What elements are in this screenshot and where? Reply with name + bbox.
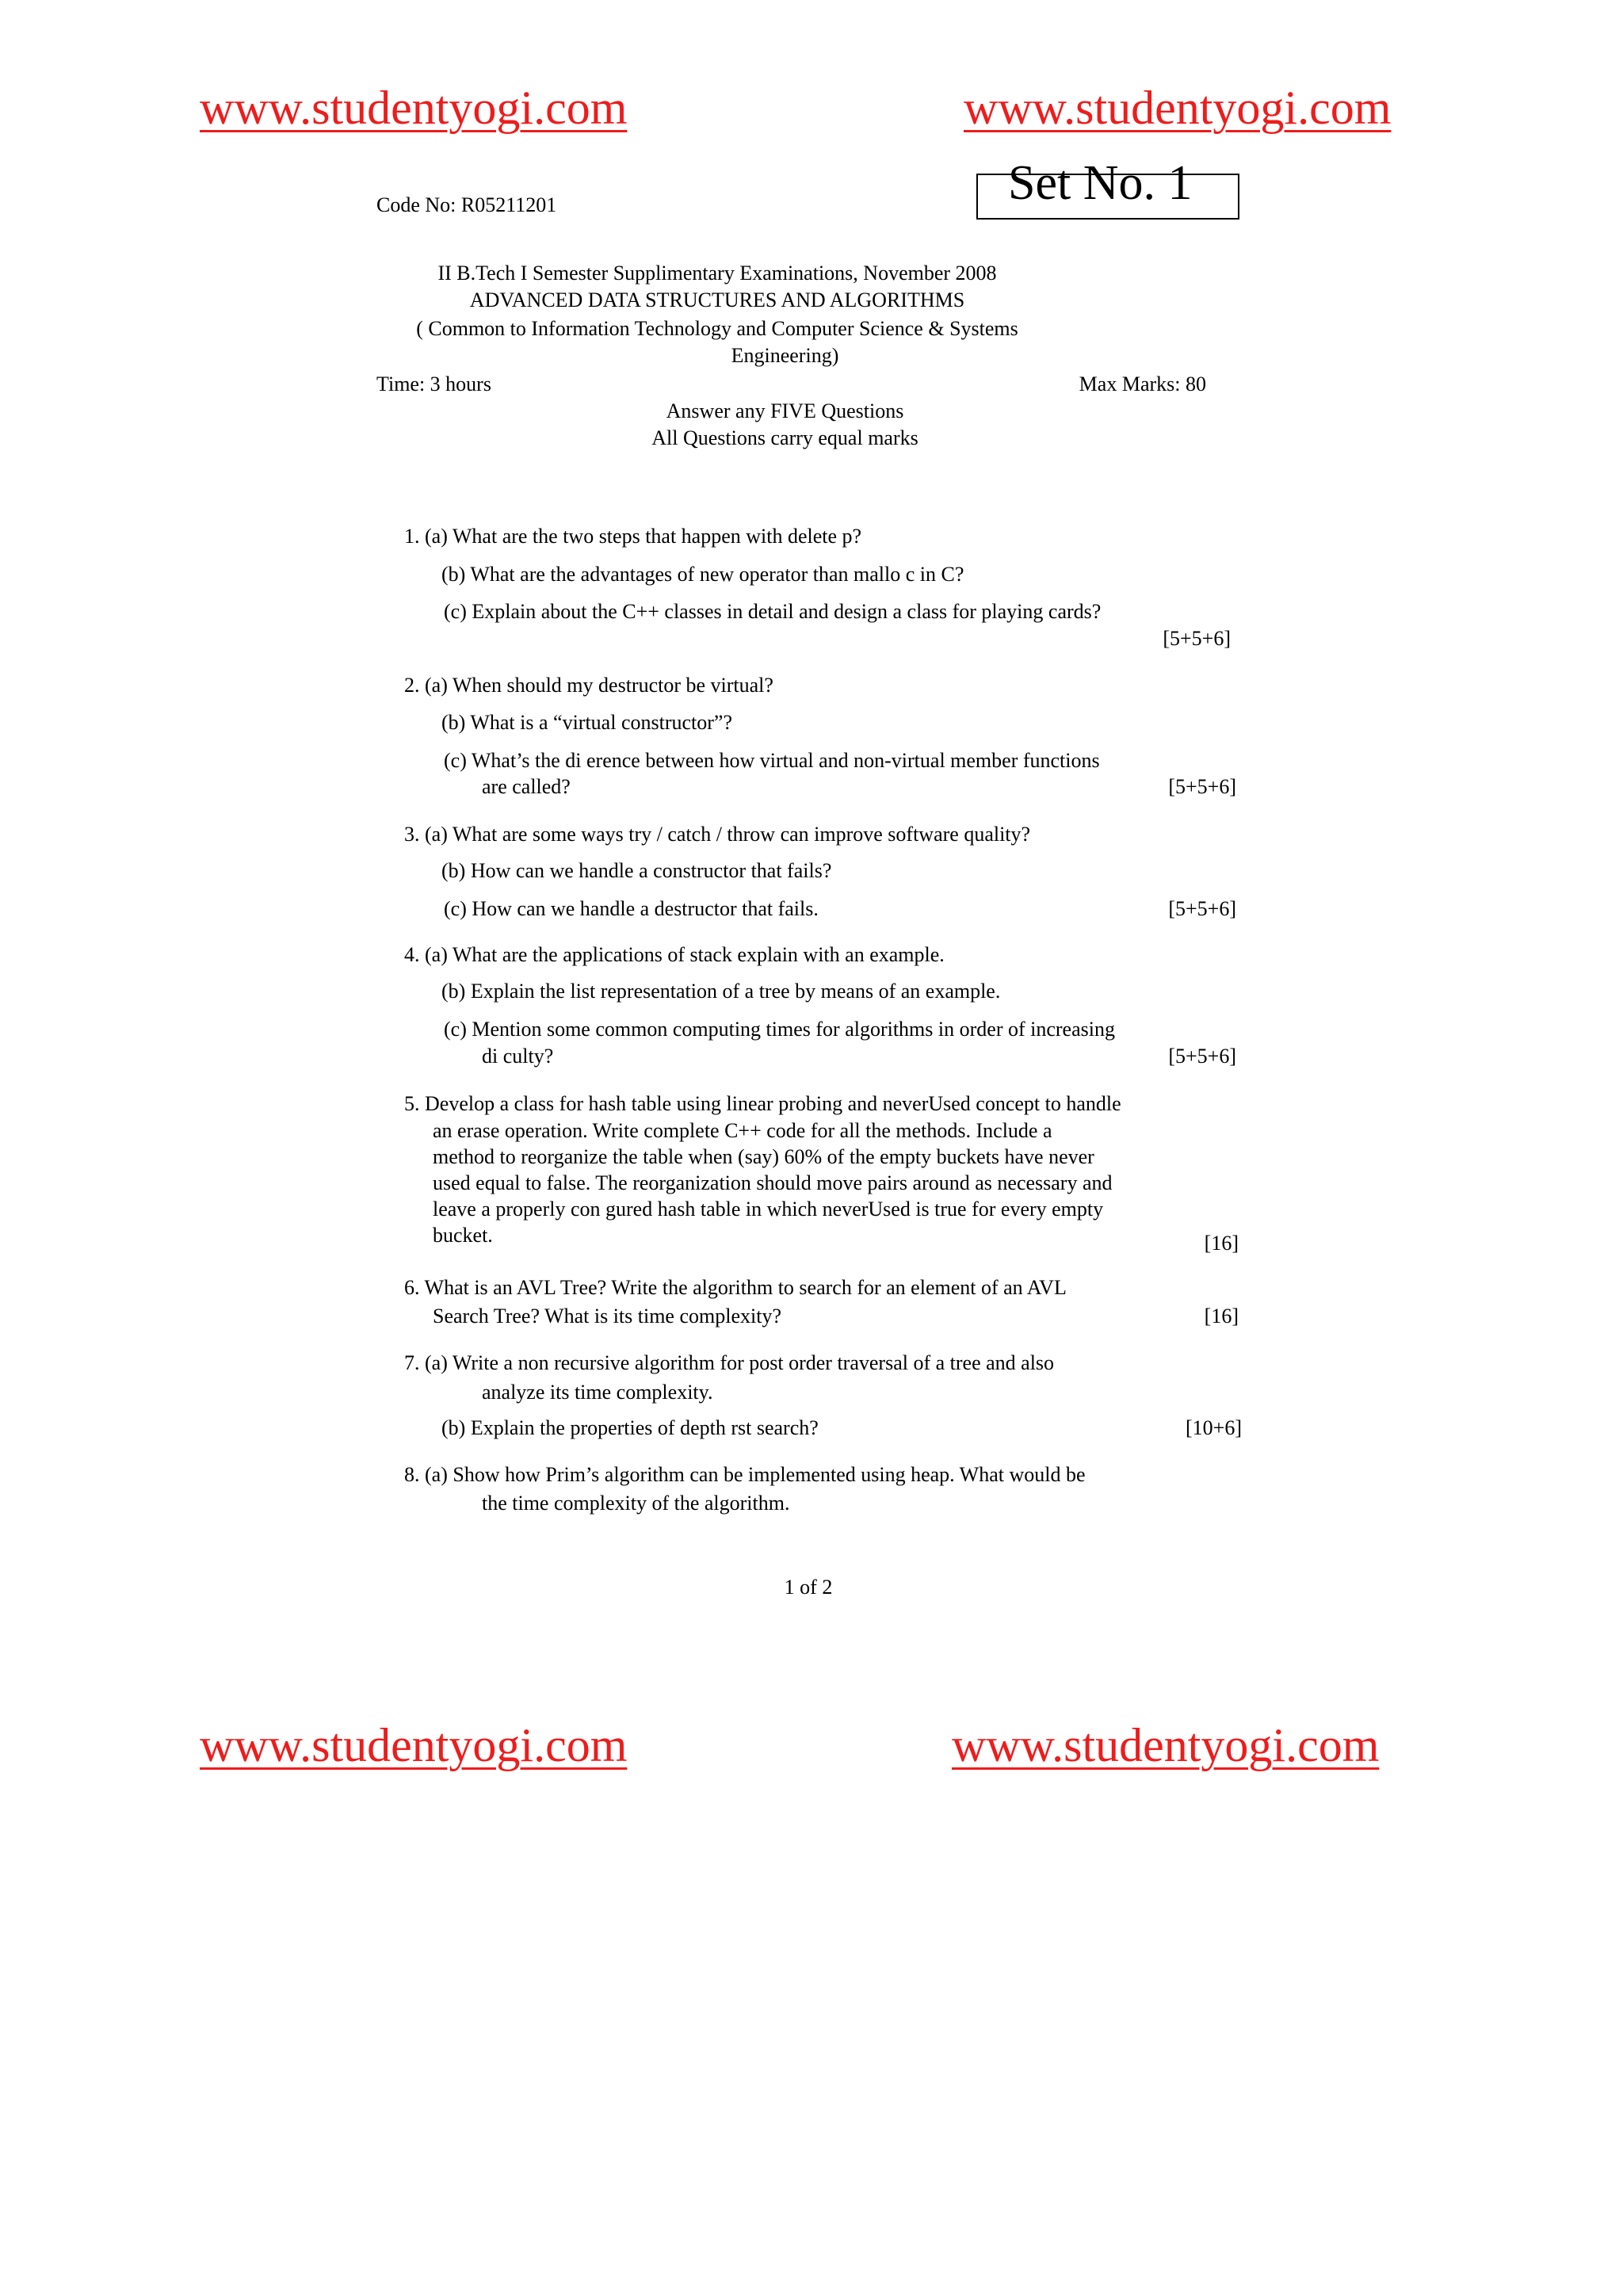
question-2b: (b) What is a “virtual constructor”? bbox=[441, 711, 732, 734]
question-8a-line2: the time complexity of the algorithm. bbox=[482, 1492, 790, 1515]
watermark-bottom-left[interactable]: www.studentyogi.com bbox=[200, 1719, 628, 1771]
subject-title: ADVANCED DATA STRUCTURES AND ALGORITHMS bbox=[469, 288, 965, 311]
question-3c: (c) How can we handle a destructor that fails. bbox=[444, 897, 819, 920]
question-7b: (b) Explain the properties of depth rst search? bbox=[441, 1416, 819, 1439]
question-1b: (b) What are the advantages of new operator than mallo c in C? bbox=[441, 563, 964, 586]
question-7a-line2: analyze its time complexity. bbox=[482, 1381, 713, 1404]
common-to-line1: ( Common to Information Technology and Computer Science & Systems bbox=[416, 317, 1018, 340]
question-5-line3: method to reorganize the table when (say) 60% of the empty buckets have never bbox=[433, 1145, 1094, 1168]
max-marks: Max Marks: 80 bbox=[1079, 372, 1206, 395]
question-2-marks: [5+5+6] bbox=[1168, 775, 1236, 798]
question-5-line5: leave a properly con gured hash table in which neverUsed is true for every empty bbox=[433, 1198, 1104, 1221]
question-7-marks: [10+6] bbox=[1186, 1416, 1242, 1439]
page-number: 1 of 2 bbox=[784, 1576, 833, 1599]
question-1c: (c) Explain about the C++ classes in detail and design a class for playing cards? bbox=[444, 600, 1102, 623]
instruction-answer: Answer any FIVE Questions bbox=[666, 399, 904, 422]
question-1a: 1. (a) What are the two steps that happen with delete p? bbox=[404, 525, 862, 548]
instruction-marks: All Questions carry equal marks bbox=[651, 426, 918, 449]
exam-title: II B.Tech I Semester Supplimentary Examinations, November 2008 bbox=[437, 262, 997, 285]
question-8a-line1: 8. (a) Show how Prim’s algorithm can be implemented using heap. What would be bbox=[404, 1463, 1086, 1486]
code-number: Code No: R05211201 bbox=[376, 193, 557, 216]
question-3-marks: [5+5+6] bbox=[1168, 897, 1236, 920]
common-to-line2: Engineering) bbox=[731, 344, 839, 367]
watermark-bottom-right[interactable]: www.studentyogi.com bbox=[952, 1719, 1380, 1771]
question-6-line2: Search Tree? What is its time complexity? bbox=[433, 1305, 781, 1328]
question-5-line2: an erase operation. Write complete C++ code for all the methods. Include a bbox=[433, 1119, 1052, 1142]
question-4a: 4. (a) What are the applications of stack explain with an example. bbox=[404, 943, 945, 966]
set-number: Set No. 1 bbox=[1008, 156, 1193, 210]
question-6-line1: 6. What is an AVL Tree? Write the algorithm to search for an element of an AVL bbox=[404, 1276, 1067, 1299]
question-2c-line2: are called? bbox=[482, 775, 571, 798]
question-4c-line2: di culty? bbox=[482, 1045, 554, 1068]
watermark-top-left[interactable]: www.studentyogi.com bbox=[200, 82, 628, 134]
watermark-top-right[interactable]: www.studentyogi.com bbox=[964, 82, 1392, 134]
question-1-marks: [5+5+6] bbox=[1163, 627, 1231, 650]
question-5-line1: 5. Develop a class for hash table using linear probing and neverUsed concept to handle bbox=[404, 1092, 1121, 1115]
question-6-marks: [16] bbox=[1204, 1305, 1239, 1328]
question-5-line4: used equal to false. The reorganization should move pairs around as necessary and bbox=[433, 1171, 1113, 1194]
question-4-marks: [5+5+6] bbox=[1168, 1045, 1236, 1068]
question-2a: 2. (a) When should my destructor be virtual? bbox=[404, 674, 773, 697]
question-3b: (b) How can we handle a constructor that fails? bbox=[441, 859, 832, 882]
question-4b: (b) Explain the list representation of a tree by means of an example. bbox=[441, 980, 1001, 1003]
exam-time: Time: 3 hours bbox=[376, 372, 491, 395]
question-3a: 3. (a) What are some ways try / catch / throw can improve software quality? bbox=[404, 823, 1031, 846]
question-5-line6: bucket. bbox=[433, 1224, 493, 1247]
question-7a-line1: 7. (a) Write a non recursive algorithm for post order traversal of a tree and also bbox=[404, 1351, 1055, 1374]
question-2c-line1: (c) What’s the di erence between how virtual and non-virtual member functions bbox=[444, 749, 1100, 772]
question-4c-line1: (c) Mention some common computing times for algorithms in order of increasing bbox=[444, 1018, 1115, 1041]
question-5-marks: [16] bbox=[1204, 1232, 1239, 1255]
